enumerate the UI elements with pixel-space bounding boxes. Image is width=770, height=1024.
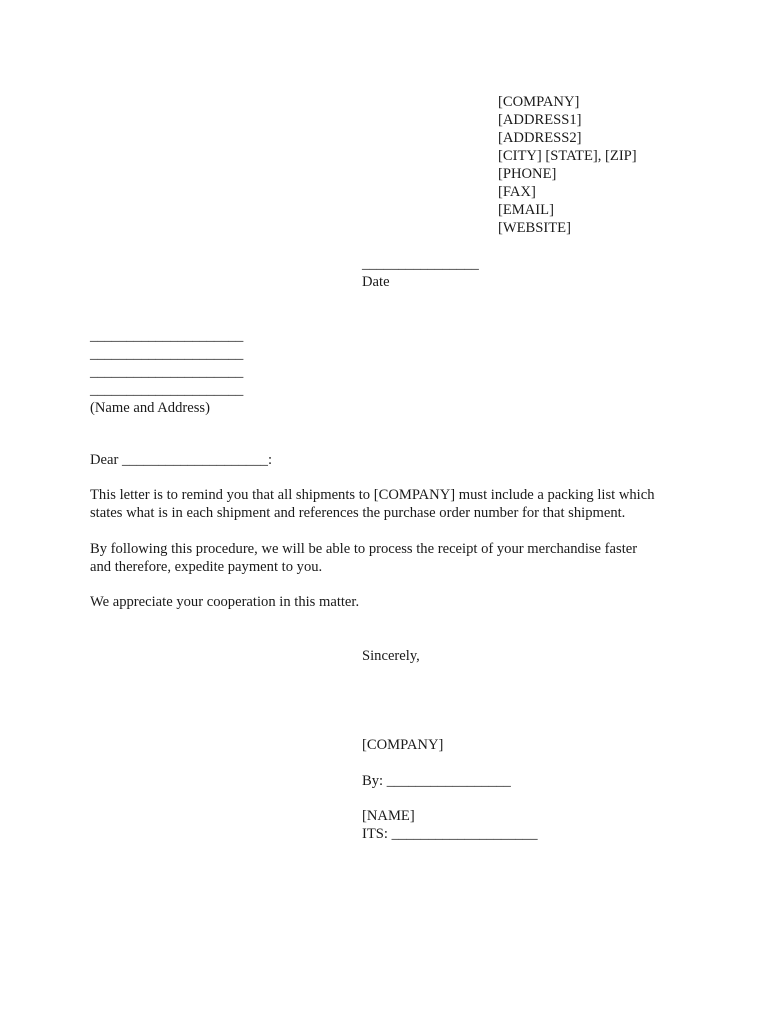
- letterhead-fax: [FAX]: [498, 184, 536, 200]
- letterhead-email: [EMAIL]: [498, 202, 554, 218]
- recipient-line: _____________________: [90, 328, 244, 344]
- letterhead-city-state-zip: [CITY] [STATE], [ZIP]: [498, 148, 637, 164]
- recipient-line: _____________________: [90, 382, 244, 398]
- recipient-caption: (Name and Address): [90, 400, 210, 416]
- body-paragraph-3: We appreciate your cooperation in this matter.: [90, 594, 360, 610]
- body-paragraph-2: [90, 540, 637, 576]
- body-line: This letter is to remind you that all shipments to [COMPANY] must include a packing list which: [90, 487, 655, 503]
- recipient-block: [90, 327, 243, 417]
- letterhead-address2: [ADDRESS2]: [498, 130, 582, 146]
- recipient-line: _____________________: [90, 346, 244, 362]
- closing-signatory: [362, 807, 538, 843]
- salutation: Dear ____________________:: [90, 452, 272, 468]
- body-line: By following this procedure, we will be able to process the receipt of your merchandise faster: [90, 541, 638, 557]
- body-line: states what is in each shipment and references the purchase order number for that shipment.: [90, 505, 626, 521]
- body-line: and therefore, expedite payment to you.: [90, 559, 323, 575]
- closing-company: [COMPANY]: [362, 737, 444, 753]
- closing-name: [NAME]: [362, 808, 415, 824]
- letterhead-address1: [ADDRESS1]: [498, 112, 582, 128]
- letterhead: [498, 93, 637, 237]
- date-blank: ________________: [362, 256, 479, 272]
- letterhead-company: [COMPANY]: [498, 94, 580, 110]
- closing-sincerely: Sincerely,: [362, 648, 420, 664]
- recipient-line: _____________________: [90, 364, 244, 380]
- date-block: [362, 255, 479, 291]
- closing-its-line: ITS: ____________________: [362, 826, 538, 842]
- date-label: Date: [362, 274, 390, 290]
- letterhead-phone: [PHONE]: [498, 166, 557, 182]
- body-paragraph-1: [90, 486, 655, 522]
- closing-by-line: By: _________________: [362, 773, 511, 789]
- letterhead-website: [WEBSITE]: [498, 220, 571, 236]
